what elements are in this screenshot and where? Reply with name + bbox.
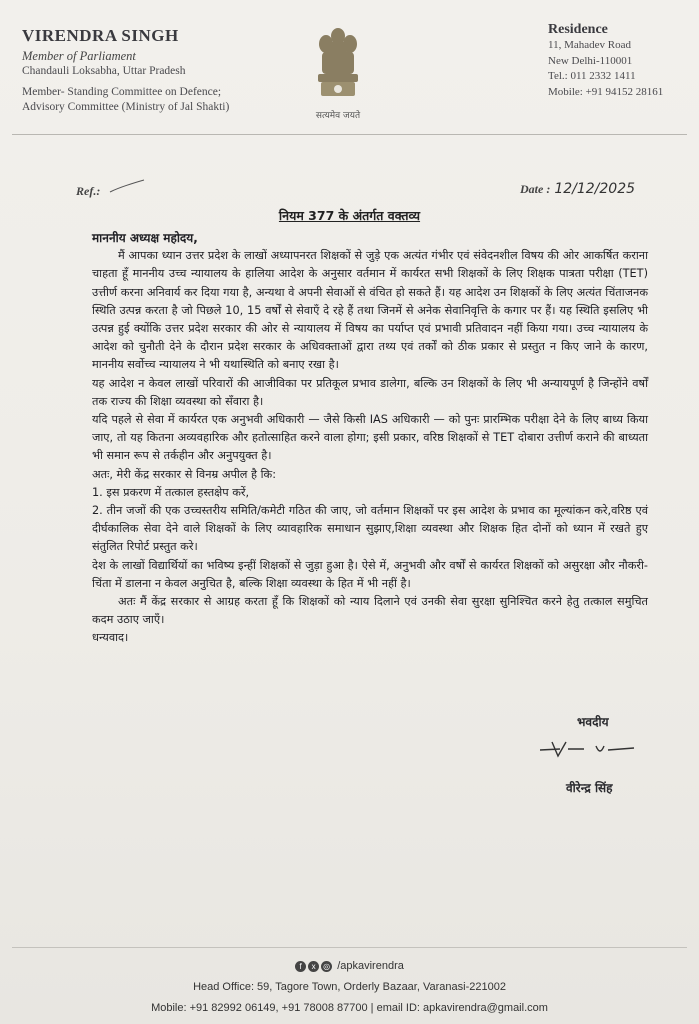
paragraph-main: मैं आपका ध्यान उत्तर प्रदेश के लाखों अध्यापनरत शिक्षकों से जुड़े एक अत्यंत गंभीर एवं संवेदनशील विषय की ओर आकर्षित कराना चाहता हूँ माननीय उच्च न्यायालय के हालिया आदेश के अनुसार वर्तमान में कार्यरत सभी शिक्षकों के लिए शिक्षक पात्रता परीक्षा (TET) उत्तीर्ण करना अनिवार्य कर दिया गया है, अन्यथा वे अपनी सेवाओं से वंचित हो सकते हैं। यह आदेश उन शिक्षकों के लिए अत्यंत चिंताजनक स्थिति उत्पन्न करता है जो पिछले 10, 15 वर्षों से सेवाएँ दे रहे हैं तथा जिनमें से अनेक सेवानिवृत्ति के कगार पर हैं। यह स्थिति इसलिए भी उत्पन्न हुई क्योंकि उत्तर प्रदेश सरकार की ओर से न्यायालय में विषय का पर्याप्त एवं प्रभावी प्रतिवादन नहीं किया गया। उच्च न्यायालय के आदेश को चुनौती देने के दौरान प्रदेश सरकार के अधिवक्ताओं द्वारा तथ्य एवं तर्कों को ठीक प्रकार से प्रस्तुत न किए जाने के कारण, माननीय सर्वोच्च न्यायालय ने भी यथास्थिति को बनाए रखा है। [92,249,648,372]
letter-body [92,229,648,648]
social-handle: /apkavirendra [337,960,404,972]
residence-title: Residence [548,22,608,37]
salutation: माननीय अध्यक्ष महोदय, [92,231,198,245]
sender-committee-2: Advisory Committee (Ministry of Jal Shakti) [22,101,230,113]
closing-text: भवदीय [577,715,609,729]
head-office-address: Head Office: 59, Tagore Town, Orderly Bazaar, Varanasi-221002 [193,981,506,993]
sender-title: Member of Parliament [22,49,136,63]
paragraph-analogy: यदि पहले से सेवा में कार्यरत एक अनुभवी अधिकारी — जैसे किसी IAS अधिकारी — को पुनः प्रारम्भिक परीक्षा देने के लिए बाध्य किया जाए, तो यह कितना अव्यवहारिक और हतोत्साहित करने वाला होगा; इसी प्रकार, वरिष्ठ शिक्षकों से TET दोबारा उत्तीर्ण कराने की बाध्यता भी समान रूप से तर्कहीन और अनुपयुक्त है। [92,413,648,463]
sender-name: VIRENDRA SINGH [22,26,179,45]
list-item-2: 2. तीन जजों की एक उच्चस्तरीय समिति/कमेटी गठित की जाए, जो वर्तमान शिक्षकों पर इस आदेश के प्रभाव का मूल्यांकन करे,वरिष्ठ एवं दीर्घकालिक सेवा देने वाले शिक्षकों के लिए व्यावहारिक समाधान सुझाए,शिक्षा व्यवस्था और शिक्षक हित दोनों को ध्यान में रखते हुए संतुलित रिपोर्ट प्रस्तुत करे। [92,504,648,554]
subject-heading: नियम 377 के अंतर्गत वक्तव्य [278,208,421,223]
footer-contact: Mobile: +91 82992 06149, +91 78008 87700 | email ID: apkavirendra@gmail.com [151,1002,548,1014]
x-icon: x [308,961,319,972]
residence-address-1: 11, Mahadev Road [548,39,631,51]
national-emblem-icon [312,24,364,102]
emblem-motto: सत्यमेव जयते [315,111,361,121]
paragraph-future: देश के लाखों विद्यार्थियों का भविष्य इन्हीं शिक्षकों से जुड़ा हुआ है। ऐसे में, अनुभवी और वर्षों से कार्यरत शिक्षकों को असुरक्षा और नौकरी-चिंता में डालना न केवल अनुचित है, बल्कि शिक्षा व्यवस्था के हित में भी नहीं है। [92,558,648,590]
ref-pen-mark [108,178,146,196]
paragraph-thanks: धन्यवाद। [92,631,129,645]
date-value: 12/12/2025 [554,181,636,197]
emblem-block [308,24,368,121]
signature-icon [538,734,648,760]
date-line [520,181,635,197]
paragraph-impact: यह आदेश न केवल लाखों परिवारों की आजीविका पर प्रतिकूल प्रभाव डालेगा, बल्कि उन शिक्षकों के लिए भी अन्यायपूर्ण है जिन्होंने वर्षों तक राज्य की शिक्षा व्यवस्था को सँवारा है। [92,376,648,408]
residence-tel: Tel.: 011 2332 1411 [548,70,636,82]
signature-name: वीरेन्द्र सिंह [566,781,613,795]
ref-label: Ref.: [76,184,101,198]
letterhead-right [548,22,693,100]
footer-divider [12,947,687,948]
sender-committee-1: Member- Standing Committee on Defence; [22,86,222,98]
residence-address-2: New Delhi-110001 [548,54,633,67]
social-row [0,956,699,977]
letter-footer [0,956,699,1019]
header-divider [12,134,687,135]
date-label: Date : [520,182,551,196]
list-item-1: 1. इस प्रकरण में तत्काल हस्तक्षेप करें, [92,485,250,499]
paragraph-appeal: अतः, मेरी केंद्र सरकार से विनम्र अपील है कि: [92,467,277,481]
facebook-icon: f [295,961,306,972]
residence-mobile: Mobile: +91 94152 28161 [548,85,664,98]
sender-constituency: Chandauli Loksabha, Uttar Pradesh [22,65,186,77]
instagram-icon: ◎ [321,961,332,972]
letterhead-left [22,26,322,115]
paragraph-request: अतः मैं केंद्र सरकार से आग्रह करता हूँ कि शिक्षकों को न्याय दिलाने एवं उनकी सेवा सुरक्षा सुनिश्चित करने हेतु तत्काल समुचित कदम उठाए जाएँ। [92,595,648,627]
